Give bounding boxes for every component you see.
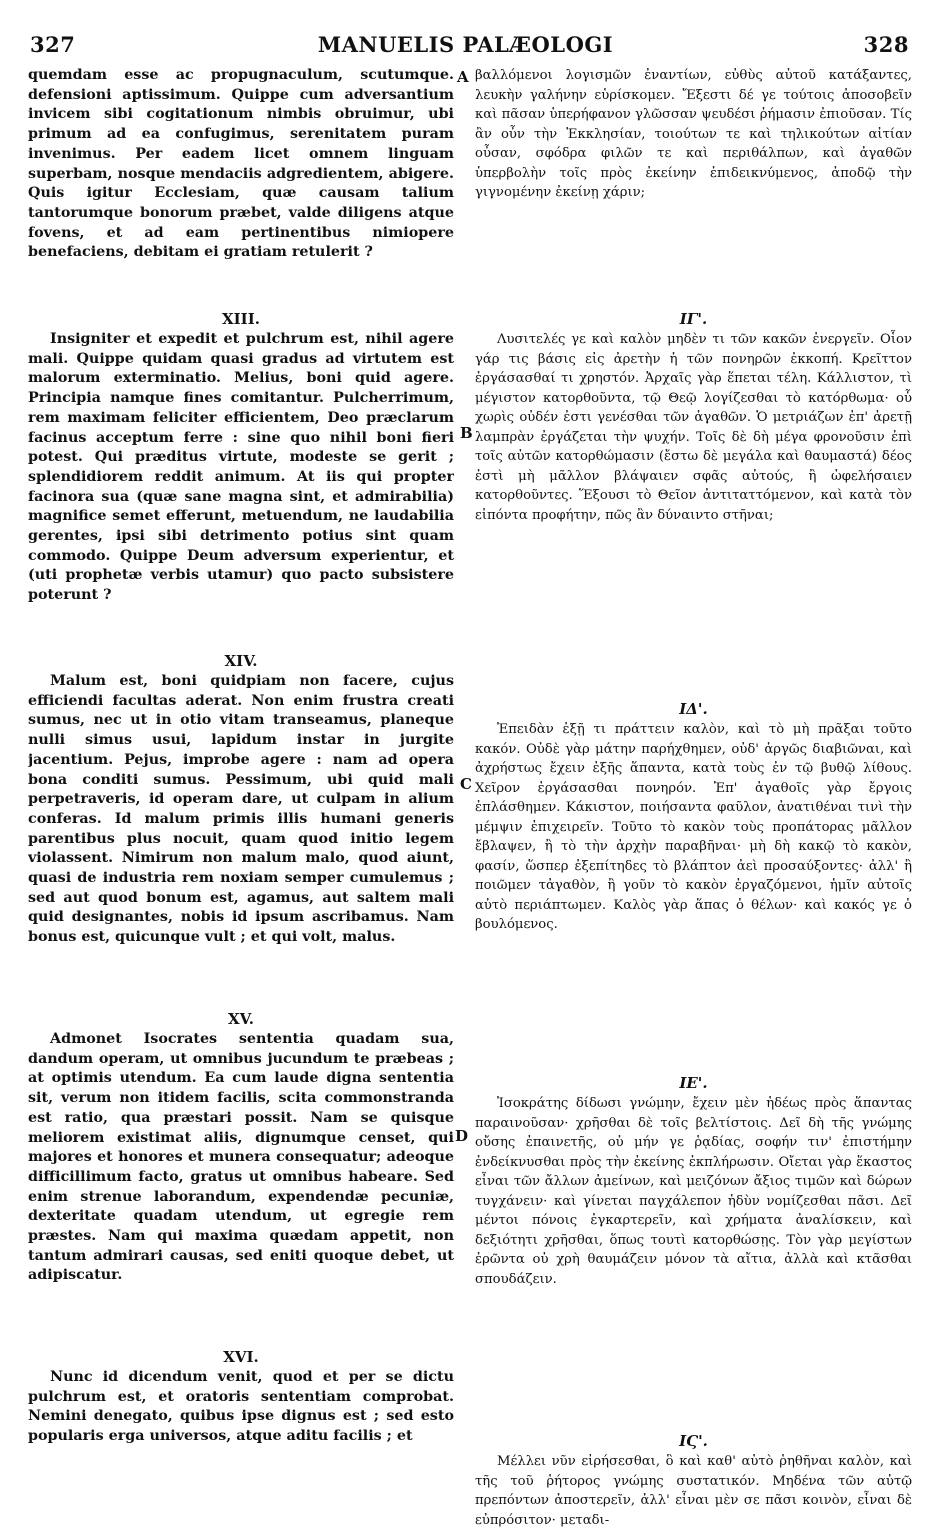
- latin-column: [28, 66, 454, 1450]
- greek-paragraph: Ἰσοκράτης δίδωσι γνώμην, ἔχειν μὲν ἡδέως πρὸς ἅπαντας παραινοῦσαν· χρῆσθαι δὲ τοῖς βελτίστοις. Δεῖ δὴ τῆς γνώμης οὔσης ἐπαινετῆς, οὐ μήν γε ῥᾳδίας, σοφήν τιν' ἐπιστήμην ἐνδείκνυσθαι πρὸς τὴν ἐκείνης ἐκπλήρωσιν. Οἴεται γὰρ ἕκαστος εἶναι τῶν ἄλλων ἀμείνων, καὶ μειζόνων ἄξιος τιμῶν καὶ δώρων τυγχάνειν· καὶ γίνεται παγχάλεπον ἡδὺν νομίζεσθαι πᾶσι. Δεῖ μέντοι πόνοις ἐγκαρτερεῖν, καὶ χρήματα ἀναλίσκειν, καὶ δεξιότητι χρῆσθαι, ὅπως τουτὶ κατορθώσῃς. Τὸν γὰρ μεγίστων ἐρῶντα οὐ χρὴ θαυμάζειν μόνον τὰ αἴτια, ἀλλὰ καὶ κτᾶσθαι σπουδάζειν.: [475, 1096, 912, 1287]
- margin-marker-a: A: [457, 68, 469, 86]
- latin-section-heading: XIII.: [222, 310, 260, 328]
- latin-section-heading: XIV.: [224, 652, 258, 670]
- latin-paragraph: Insigniter et expedit et pulchrum est, nihil agere mali. Quippe quidam quasi gradus ad virtutem est malorum exterminatio. Melius, boni quid agere. Principia namque fines comitantur. Pulcherrimum, rem maximam feliciter efficientem, Deo præclarum facinus acceptum ferre : sine quo nihil boni fieri potest. Qui præditus virtute, modeste se gerit ; splendidiorem reddit animum. At iis qui propter facinora sua (quæ sane magna sint, et admirabilia) magnifice semet efferunt, metuendum, ne laudabilia gerentes, ipsi sibi detrimento potius sint quam commodo. Quippe Deum adversum experientur, et (uti prophetæ verbis utamur) quo pacto subsistere poterunt ?: [28, 331, 454, 604]
- page-number-left: 327: [30, 32, 76, 57]
- greek-paragraph: Μέλλει νῦν εἰρήσεσθαι, ὃ καὶ καθ' αὑτὸ ῥηθῆναι καλὸν, καὶ τῆς τοῦ ῥήτορος γνώμης συστατικόν. Μηδένα τῶν αὐτῷ πρεπόντων ἀποστερεῖν, ἀλλ' εἶναι μὲν σε πᾶσι κοινὸν, εἶναι δὲ εὐπρόσιτον· μεταδι-: [475, 1454, 912, 1528]
- greek-section-heading: ΙΔ'.: [679, 700, 708, 718]
- greek-section-heading: ΙϚ'.: [679, 1432, 708, 1450]
- greek-section-heading: ΙΓ'.: [679, 310, 708, 328]
- latin-paragraph: quemdam esse ac propugnaculum, scutumque. defensioni aptissimum. Quippe cum adversantium invicem sibi cogitationum nimbis obruimur, ubi primum ad ea confugimus, serenitatem puram invenimus. Per eadem licet omnem linguam superbam, nosque mendaciis adgredientem, abigere. Quis igitur Ecclesiam, quæ causam talium tantorumque bonorum præbet, valde diligens atque fovens, et ad eam pertinentibus nimiopere benefaciens, debitam ei gratiam retulerit ?: [28, 67, 454, 261]
- margin-marker-b: B: [460, 424, 473, 442]
- margin-marker-c: C: [460, 775, 472, 793]
- latin-section-heading: XV.: [228, 1010, 254, 1028]
- greek-paragraph: Ἐπειδὰν ἐξῇ τι πράττειν καλὸν, καὶ τὸ μὴ πρᾶξαι τοῦτο κακόν. Οὐδὲ γὰρ μάτην παρήχθημεν, οὐδ' ἀργῶς διαβιῶναι, καὶ ἀχρήστως ἔχειν ἐξῆς ἅπαντα, κατὰ τοὺς ἐν τῷ βυθῷ λίθους. Χεῖρον ἐργάσασθαι πονηρόν. Ἐπ' ἀγαθοῖς γὰρ ἔργοις ἐπλάσθημεν. Κάκιστον, ποιήσαντα φαῦλον, ἀνατιθέναι τινὶ τὴν μέμψιν ἐπιχειρεῖν. Τοῦτο τὸ κακὸν τοὺς προπάτορας μᾶλλον ἔβλαψεν, ἢ τὸ τὴν ἀρχὴν παραβῆναι· μὴ δὴ κακῷ τὸ κακὸν, φασίν, ὥσπερ ἐξεπίτηδες τὸ βλάπτον ἀεὶ προσαύξοντες· ἀλλ' ἢ ποιῶμεν τἀγαθὸν, ἢ γοῦν τὸ κακὸν ἐργαζόμενοι, ἡμῖν αὐτοῖς αὐτὸ περιάπτωμεν. Καλὸς γὰρ ἅπας ὁ θέλων· καὶ κακός γε ὁ βουλόμενος.: [475, 722, 912, 932]
- latin-paragraph: Nunc id dicendum venit, quod et per se dictu pulchrum est, et oratoris sententiam comprobat. Nemini denegato, quibus ipse dignus est ; sed esto popularis erga universos, atque aditu facilis ; et: [28, 1369, 454, 1445]
- margin-marker-d: D: [455, 1127, 469, 1145]
- greek-paragraph: βαλλόμενοι λογισμῶν ἐναντίων, εὐθὺς αὐτοῦ κατάξαντες, λευκὴν γαλήνην εὑρίσκομεν. Ἔξεστι δέ γε τούτοις ἀποσοβεῖν καὶ πᾶσαν ὑπερήφανον γλῶσσαν ψευδέσι ῥήμασιν ἐπιοῦσαν. Τίς ἂν οὖν τὴν Ἐκκλησίαν, τοιούτων τε καὶ τηλικούτων αἰτίαν οὖσαν, σφόδρα φιλῶν τε καὶ περιθάλπων, καὶ ἀγαθῶν ὑπερβολὴν τοῖς πρὸς ἐκείνην ἐπιδεικνύμενος, ἀποδῷ τὴν γιγνομένην ἐκείνῃ χάριν;: [475, 68, 912, 200]
- greek-section-heading: ΙΕ'.: [679, 1074, 708, 1092]
- running-title: MANUELIS PALÆOLOGI: [317, 32, 614, 57]
- greek-paragraph: Λυσιτελές γε καὶ καλὸν μηδὲν τι τῶν κακῶν ἐνεργεῖν. Οἷον γάρ τις βάσις εἰς ἀρετὴν ἡ τῶν πονηρῶν ἐκκοπή. Κρεῖττον ἐργάσασθαί τι χρηστόν. Ἀρχαῖς γὰρ ἕπεται τέλη. Κάλλιστον, τὶ μέγιστον κατορθοῦντα, τῷ Θεῷ λογίζεσθαι τὸ κατόρθωμα· οὗ χωρὶς οὐδέν ἐστι γενέσθαι τῶν ἀγαθῶν. Ὁ μετριάζων ἐπ' ἀρετῇ λαμπρὰν ἐργάζεται τὴν ψυχήν. Τοῖς δὲ δὴ μέγα φρονοῦσιν ἐπὶ τοῖς αὐτῶν κατορθώμασιν (ἔστω δὲ μεγάλα καὶ θαυμαστά) δέος ἐστὶ μὴ μᾶλλον βλάψαιεν σφᾶς αὐτούς, ἢ ὠφελήσαιεν κατορθοῦντες. Ἕξουσι τὸ Θεῖον ἀντιταττόμενον, καὶ κατὰ τὸν εἰπόντα προφήτην, πῶς ἂν δύναιντο στῆναι;: [475, 332, 912, 523]
- latin-paragraph: Admonet Isocrates sententia quadam sua, dandum operam, ut omnibus jucundum te præbeas ; at optimis utendum. Ea cum laude digna sententia sit, verum non itidem facilis, scita commonstranda est ratio, qua præstari possit. Nam se quisque meliorem existimat aliis, dignumque censet, qui majores et honores et munera consequatur; adeoque difficillimum facto, gratus ut omnibus habeare. Sed enim strenue laborandum, expendendæ pecuniæ, dexteritate quadam utendum, ut egregie rem præstes. Nam qui maxima quædam appetit, non tantum admirari causas, sed eniti quoque debet, ut adipiscatur.: [28, 1031, 454, 1284]
- latin-paragraph: Malum est, boni quidpiam non facere, cujus efficiendi facultas aderat. Non enim frustra creati sumus, nec ut in otio vitam transeamus, planeque nulli simus usui, lapidum instar in jurgite jacentium. Pejus, improbe agere : nam ad opera bona conditi sumus. Pessimum, ubi quid mali perpetraveris, id operam dare, ut culpam in alium conferas. Id malum primis illis humani generis parentibus plus nocuit, quam quod initio legem violassent. Nimirum non malum malo, quod aiunt, quasi de industria rem noxiam semper cumulemus ; sed aut quod bonum est, agamus, aut saltem mali quid designantes, nobis id ipsum ascribamus. Nam bonus est, quicunque vult ; et qui volt, malus.: [28, 673, 454, 946]
- page-number-right: 328: [863, 32, 909, 57]
- greek-column: [475, 66, 912, 1532]
- latin-section-heading: XVI.: [223, 1348, 259, 1366]
